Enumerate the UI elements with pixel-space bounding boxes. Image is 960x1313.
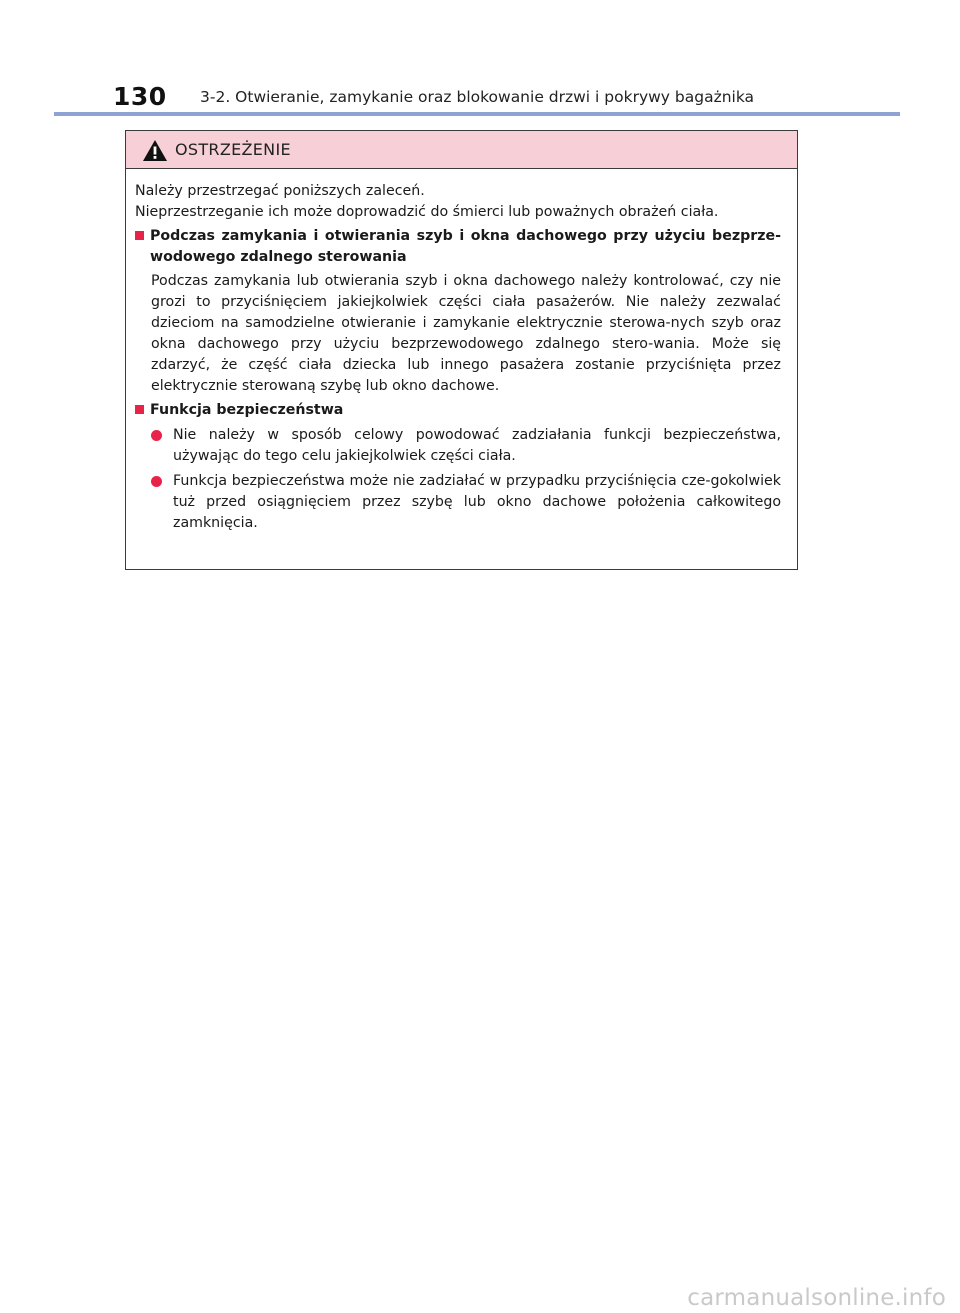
warning-intro-line: Należy przestrzegać poniższych zaleceń.: [135, 183, 425, 199]
warning-body: [126, 169, 797, 534]
section-heading: [135, 400, 781, 421]
list-item: [135, 425, 781, 467]
warning-box: [125, 130, 798, 570]
section-heading: [135, 226, 781, 268]
section-title: 3-2. Otwieranie, zamykanie oraz blokowanie drzwi i pokrywy bagażnika: [200, 88, 755, 106]
warning-intro-line: Nieprzestrzeganie ich może doprowadzić do śmierci lub poważnych obrażeń ciała.: [135, 204, 719, 220]
list-item-text: Funkcja bezpieczeństwa może nie zadziałać w przypadku przyciśnięcia cze-gokolwiek tuż przed osiągnięciem przez szybę lub okno dachowe położenia całkowitego zamknięcia.: [173, 473, 781, 531]
watermark: carmanualsonline.info: [687, 1285, 946, 1311]
page-header: [113, 82, 893, 114]
square-bullet-icon: [135, 405, 144, 414]
warning-section: [135, 400, 781, 534]
section-heading-text: Funkcja bezpieczeństwa: [150, 402, 344, 418]
list-item-text: Nie należy w sposób celowy powodować zadziałania funkcji bezpieczeństwa, używając do tego celu jakiejkolwiek części ciała.: [173, 427, 781, 464]
page-number: 130: [113, 82, 167, 111]
section-paragraph: Podczas zamykania lub otwierania szyb i okna dachowego należy kontrolować, czy nie grozi to przyciśnięciem jakiejkolwiek części ciała pasażerów. Nie należy zezwalać dzieciom na samodzielne otwieranie i zamykanie elektrycznie sterowa-nych szyb oraz okna dachowego przy użyciu bezprzewodowego zdalnego stero-wania. Może się zdarzyć, że część ciała dziecka lub innego pasażera zostanie przyciśnięta przez elektrycznie sterowaną szybę lub okno dachowe.: [151, 273, 781, 394]
list-item: [135, 471, 781, 534]
warning-section: [135, 226, 781, 397]
section-heading-text: Podczas zamykania i otwierania szyb i okna dachowego przy użyciu bezprze-wodowego zdalnego sterowania: [150, 228, 781, 265]
warning-triangle-icon: [142, 139, 168, 162]
circle-bullet-icon: [151, 476, 162, 487]
warning-header: [126, 131, 797, 169]
warning-title: OSTRZEŻENIE: [175, 140, 291, 159]
square-bullet-icon: [135, 231, 144, 240]
header-rule: [54, 112, 900, 116]
circle-bullet-icon: [151, 430, 162, 441]
